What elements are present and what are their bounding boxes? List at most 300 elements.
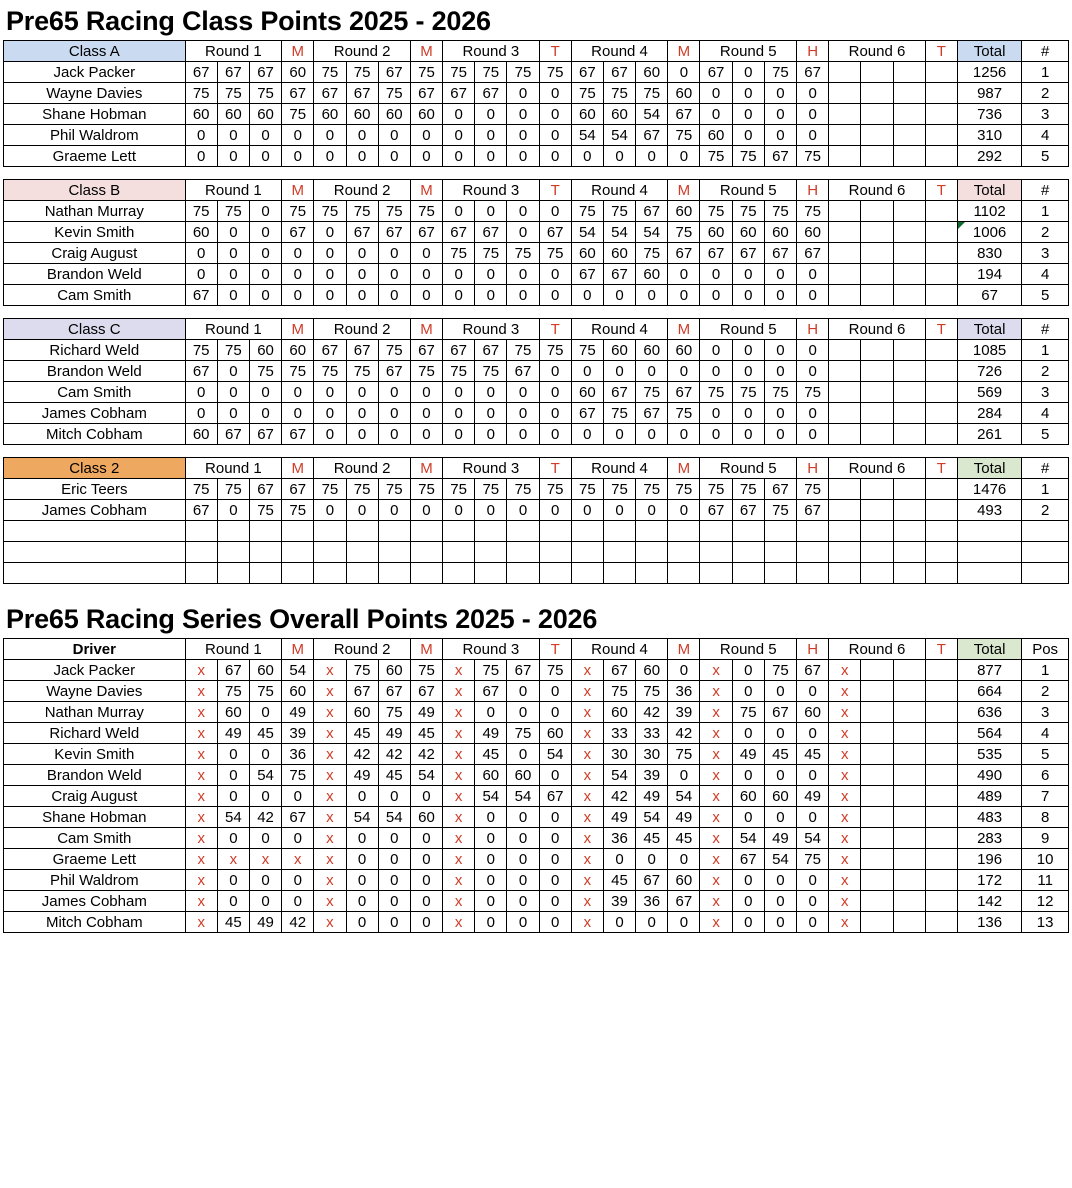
score-cell: 60 (700, 125, 732, 146)
empty-row (4, 521, 1069, 542)
empty-cell (893, 542, 925, 563)
score-cell (925, 849, 957, 870)
score-cell: 0 (507, 403, 539, 424)
score-cell: 0 (443, 264, 475, 285)
score-cell: 0 (668, 849, 700, 870)
score-cell: 42 (249, 807, 281, 828)
score-cell: 75 (797, 201, 829, 222)
position-cell: 3 (1022, 104, 1069, 125)
score-cell: 0 (507, 807, 539, 828)
total-cell: 493 (957, 500, 1021, 521)
score-cell (829, 500, 861, 521)
score-cell: x (829, 870, 861, 891)
empty-cell (829, 521, 861, 542)
score-cell: x (829, 891, 861, 912)
score-cell: 0 (314, 382, 346, 403)
empty-cell (217, 521, 249, 542)
empty-cell (700, 542, 732, 563)
score-cell: 67 (571, 264, 603, 285)
score-cell: 0 (539, 681, 571, 702)
score-cell: 0 (539, 264, 571, 285)
score-cell: 60 (475, 765, 507, 786)
total-cell: 490 (957, 765, 1021, 786)
round-header-6: Round 6 (829, 458, 926, 479)
score-cell: 0 (282, 243, 314, 264)
score-cell (925, 382, 957, 403)
score-cell: 0 (346, 285, 378, 306)
score-cell: 0 (539, 285, 571, 306)
score-cell: 0 (539, 807, 571, 828)
score-cell: 0 (700, 340, 732, 361)
score-cell: 0 (507, 222, 539, 243)
score-cell: x (314, 891, 346, 912)
total-cell: 172 (957, 870, 1021, 891)
score-cell: 0 (410, 382, 442, 403)
score-cell: x (700, 723, 732, 744)
score-cell: 75 (507, 340, 539, 361)
score-cell: 45 (764, 744, 796, 765)
score-cell: 0 (249, 786, 281, 807)
score-cell: 75 (668, 744, 700, 765)
score-cell (925, 912, 957, 933)
score-cell: 0 (282, 264, 314, 285)
score-cell (925, 125, 957, 146)
total-cell: 284 (957, 403, 1021, 424)
score-cell: 0 (507, 146, 539, 167)
score-cell: 75 (217, 83, 249, 104)
score-cell: 60 (603, 340, 635, 361)
position-cell: 11 (1022, 870, 1069, 891)
empty-cell (1022, 563, 1069, 584)
score-cell (893, 807, 925, 828)
score-cell: 75 (378, 479, 410, 500)
score-cell: 75 (346, 660, 378, 681)
score-cell: 0 (217, 765, 249, 786)
score-cell: 60 (282, 62, 314, 83)
score-cell: 0 (764, 681, 796, 702)
score-cell: x (700, 786, 732, 807)
round-header-6: Round 6 (829, 319, 926, 340)
score-cell: x (700, 702, 732, 723)
score-cell: 0 (475, 912, 507, 933)
score-cell: 75 (217, 681, 249, 702)
score-cell: 0 (314, 424, 346, 445)
position-column-header: Pos (1022, 639, 1069, 660)
header-row (4, 319, 1069, 340)
score-cell: 45 (249, 723, 281, 744)
score-cell: 75 (185, 340, 217, 361)
score-cell: 60 (732, 222, 764, 243)
score-cell: 67 (507, 660, 539, 681)
round-header-4: Round 4 (571, 180, 668, 201)
score-cell (893, 403, 925, 424)
total-column-header: Total (957, 41, 1021, 62)
score-cell: 0 (507, 912, 539, 933)
score-cell: x (700, 660, 732, 681)
score-cell: 67 (282, 222, 314, 243)
score-cell: 0 (217, 891, 249, 912)
score-cell: x (571, 807, 603, 828)
score-cell: 0 (764, 403, 796, 424)
score-cell: 75 (732, 479, 764, 500)
score-cell: 0 (539, 201, 571, 222)
score-cell: 75 (700, 201, 732, 222)
score-cell: x (443, 702, 475, 723)
score-cell: 36 (636, 891, 668, 912)
score-cell: 0 (732, 285, 764, 306)
score-cell (893, 870, 925, 891)
round-code-5: H (797, 180, 829, 201)
score-cell: 0 (797, 723, 829, 744)
total-cell: 877 (957, 660, 1021, 681)
score-cell: x (443, 891, 475, 912)
score-cell: 75 (603, 403, 635, 424)
score-cell: 0 (378, 828, 410, 849)
position-column-header: # (1022, 180, 1069, 201)
score-cell: 75 (539, 340, 571, 361)
score-cell: 60 (185, 104, 217, 125)
score-cell: 60 (571, 104, 603, 125)
score-cell: 45 (636, 828, 668, 849)
score-cell: x (185, 765, 217, 786)
score-cell: 0 (249, 285, 281, 306)
round-code-3: T (539, 319, 571, 340)
score-cell (829, 382, 861, 403)
round-code-1: M (282, 319, 314, 340)
score-cell: 0 (378, 125, 410, 146)
score-cell: 0 (249, 222, 281, 243)
driver-name-cell: Richard Weld (4, 723, 186, 744)
score-cell: 0 (217, 382, 249, 403)
score-cell: 75 (668, 403, 700, 424)
score-cell: x (185, 723, 217, 744)
empty-cell (636, 563, 668, 584)
score-cell: 60 (668, 83, 700, 104)
score-cell (925, 828, 957, 849)
score-cell: 75 (443, 361, 475, 382)
score-cell: x (571, 702, 603, 723)
round-header-4: Round 4 (571, 458, 668, 479)
score-cell: 0 (507, 828, 539, 849)
score-cell: 0 (346, 870, 378, 891)
score-cell: 75 (249, 83, 281, 104)
empty-cell (507, 521, 539, 542)
score-cell: 60 (571, 382, 603, 403)
round-header-4: Round 4 (571, 319, 668, 340)
score-cell: 49 (636, 786, 668, 807)
empty-cell (925, 563, 957, 584)
score-cell: 67 (410, 83, 442, 104)
score-cell: 0 (346, 849, 378, 870)
table-row (4, 340, 1069, 361)
driver-name-cell: Eric Teers (4, 479, 186, 500)
empty-cell (4, 563, 186, 584)
driver-name-cell: Cam Smith (4, 382, 186, 403)
score-cell: 67 (603, 660, 635, 681)
score-cell: x (314, 744, 346, 765)
position-cell: 2 (1022, 681, 1069, 702)
round-code-6: T (925, 41, 957, 62)
empty-cell (700, 521, 732, 542)
empty-cell (475, 521, 507, 542)
score-cell: 0 (732, 723, 764, 744)
score-cell: 0 (410, 891, 442, 912)
total-cell: 1102 (957, 201, 1021, 222)
score-cell: 0 (410, 912, 442, 933)
driver-name-cell: Craig August (4, 243, 186, 264)
score-cell (829, 201, 861, 222)
total-cell: 489 (957, 786, 1021, 807)
score-cell: 0 (378, 146, 410, 167)
score-cell: 75 (217, 340, 249, 361)
score-cell: 0 (764, 340, 796, 361)
score-cell (861, 786, 893, 807)
score-cell: 0 (249, 891, 281, 912)
score-cell: 42 (668, 723, 700, 744)
score-cell: 0 (732, 912, 764, 933)
score-cell: 75 (603, 479, 635, 500)
score-cell: 75 (378, 201, 410, 222)
round-code-6: T (925, 180, 957, 201)
position-cell: 4 (1022, 125, 1069, 146)
score-cell: 0 (346, 403, 378, 424)
score-cell: 60 (249, 340, 281, 361)
score-cell: 0 (314, 264, 346, 285)
empty-cell (249, 563, 281, 584)
score-cell: 75 (314, 201, 346, 222)
score-cell: 0 (217, 243, 249, 264)
score-cell: 0 (475, 424, 507, 445)
score-cell: x (249, 849, 281, 870)
score-cell: 0 (346, 891, 378, 912)
score-cell: x (571, 912, 603, 933)
position-cell: 2 (1022, 361, 1069, 382)
total-cell: 67 (957, 285, 1021, 306)
score-cell: 75 (314, 361, 346, 382)
score-cell: 0 (764, 765, 796, 786)
round-header-4: Round 4 (571, 639, 668, 660)
score-cell: 75 (443, 62, 475, 83)
position-cell: 6 (1022, 765, 1069, 786)
score-cell: 75 (700, 146, 732, 167)
score-cell: 0 (539, 870, 571, 891)
score-cell: 67 (571, 62, 603, 83)
empty-cell (185, 542, 217, 563)
empty-cell (925, 542, 957, 563)
score-cell: 0 (443, 104, 475, 125)
score-cell (925, 744, 957, 765)
score-cell (893, 104, 925, 125)
score-cell: 0 (668, 500, 700, 521)
score-cell: 60 (764, 222, 796, 243)
score-cell: 0 (185, 403, 217, 424)
empty-cell (797, 563, 829, 584)
class-name-header: Class B (4, 180, 186, 201)
score-cell: 0 (700, 264, 732, 285)
score-cell: 45 (410, 723, 442, 744)
score-cell: 67 (410, 340, 442, 361)
score-cell (829, 479, 861, 500)
score-cell: 0 (797, 125, 829, 146)
score-cell (829, 243, 861, 264)
score-cell: 75 (507, 243, 539, 264)
driver-name-cell: James Cobham (4, 500, 186, 521)
score-cell: 54 (764, 849, 796, 870)
empty-cell (668, 542, 700, 563)
score-cell: 67 (700, 62, 732, 83)
score-cell: 67 (603, 382, 635, 403)
score-cell: 42 (603, 786, 635, 807)
position-cell: 5 (1022, 744, 1069, 765)
score-cell: 60 (410, 104, 442, 125)
score-cell: 0 (507, 681, 539, 702)
score-cell: 0 (410, 849, 442, 870)
score-cell: 60 (636, 340, 668, 361)
score-cell: 54 (603, 222, 635, 243)
overall-table-container (0, 638, 1072, 933)
round-code-6: T (925, 319, 957, 340)
round-header-3: Round 3 (443, 41, 540, 62)
empty-cell (378, 542, 410, 563)
score-cell: 0 (539, 146, 571, 167)
position-cell: 9 (1022, 828, 1069, 849)
score-cell: 0 (732, 340, 764, 361)
empty-cell (893, 563, 925, 584)
position-cell: 1 (1022, 201, 1069, 222)
score-cell: 0 (410, 285, 442, 306)
empty-cell (957, 542, 1021, 563)
score-cell: 0 (668, 660, 700, 681)
score-cell: x (314, 870, 346, 891)
score-cell: 0 (668, 62, 700, 83)
score-cell: x (314, 828, 346, 849)
empty-cell (861, 563, 893, 584)
score-cell: x (185, 849, 217, 870)
position-cell: 1 (1022, 62, 1069, 83)
score-cell: 67 (539, 222, 571, 243)
empty-cell (861, 542, 893, 563)
score-cell: 0 (636, 500, 668, 521)
score-cell: 0 (443, 424, 475, 445)
score-cell: 60 (732, 786, 764, 807)
total-cell: 483 (957, 807, 1021, 828)
score-cell: 75 (410, 660, 442, 681)
score-cell (861, 702, 893, 723)
score-cell: 60 (410, 807, 442, 828)
score-cell: 0 (443, 201, 475, 222)
score-cell: 60 (185, 222, 217, 243)
empty-cell (507, 542, 539, 563)
score-cell: 0 (636, 424, 668, 445)
empty-cell (764, 521, 796, 542)
driver-name-cell: Cam Smith (4, 285, 186, 306)
driver-name-cell: Brandon Weld (4, 264, 186, 285)
empty-cell (346, 521, 378, 542)
round-header-6: Round 6 (829, 41, 926, 62)
score-cell: 0 (732, 403, 764, 424)
empty-cell (797, 542, 829, 563)
score-cell: 0 (539, 382, 571, 403)
round-code-1: M (282, 639, 314, 660)
score-cell: 0 (314, 146, 346, 167)
driver-name-cell: Graeme Lett (4, 146, 186, 167)
score-cell: 0 (797, 681, 829, 702)
score-cell: 0 (443, 125, 475, 146)
score-cell (893, 424, 925, 445)
score-cell: 75 (507, 723, 539, 744)
table-row (4, 723, 1069, 744)
score-cell: 33 (636, 723, 668, 744)
class-name-header: Class A (4, 41, 186, 62)
score-cell: 75 (668, 479, 700, 500)
score-cell: 49 (410, 702, 442, 723)
score-cell: x (571, 870, 603, 891)
score-cell: 75 (732, 146, 764, 167)
score-cell: 30 (603, 744, 635, 765)
score-cell: 0 (764, 891, 796, 912)
score-cell: 49 (732, 744, 764, 765)
header-row (4, 180, 1069, 201)
position-cell: 12 (1022, 891, 1069, 912)
position-cell: 13 (1022, 912, 1069, 933)
score-cell: 75 (378, 340, 410, 361)
score-cell: 0 (636, 146, 668, 167)
score-cell: 0 (475, 500, 507, 521)
score-cell (861, 104, 893, 125)
table-row (4, 243, 1069, 264)
table-row (4, 125, 1069, 146)
score-cell: 67 (217, 660, 249, 681)
score-cell: 75 (797, 382, 829, 403)
driver-name-cell: Brandon Weld (4, 361, 186, 382)
score-cell: 75 (764, 62, 796, 83)
score-cell: 0 (217, 870, 249, 891)
position-cell: 3 (1022, 382, 1069, 403)
score-cell (925, 285, 957, 306)
score-cell: 0 (346, 424, 378, 445)
round-header-5: Round 5 (700, 180, 797, 201)
score-cell: x (217, 849, 249, 870)
score-cell: 75 (507, 479, 539, 500)
class-name-header: Class C (4, 319, 186, 340)
score-cell: x (443, 660, 475, 681)
score-cell: x (314, 765, 346, 786)
score-cell: 60 (700, 222, 732, 243)
score-cell: 0 (539, 912, 571, 933)
score-cell: 42 (346, 744, 378, 765)
score-cell: 75 (700, 479, 732, 500)
score-cell: 42 (636, 702, 668, 723)
score-cell: 0 (603, 361, 635, 382)
score-cell: 75 (571, 340, 603, 361)
score-cell: 67 (603, 264, 635, 285)
score-cell: 67 (636, 403, 668, 424)
page-title-class-points: Pre65 Racing Class Points 2025 - 2026 (6, 6, 491, 36)
score-cell: 0 (249, 403, 281, 424)
position-cell: 4 (1022, 723, 1069, 744)
empty-cell (410, 563, 442, 584)
score-cell: 0 (249, 382, 281, 403)
score-cell (829, 264, 861, 285)
score-cell: 0 (443, 285, 475, 306)
score-cell: 60 (797, 222, 829, 243)
score-cell: 67 (475, 340, 507, 361)
score-cell: 75 (732, 702, 764, 723)
score-cell: x (700, 765, 732, 786)
score-cell: x (829, 681, 861, 702)
score-cell: 67 (636, 201, 668, 222)
score-cell: 75 (185, 479, 217, 500)
